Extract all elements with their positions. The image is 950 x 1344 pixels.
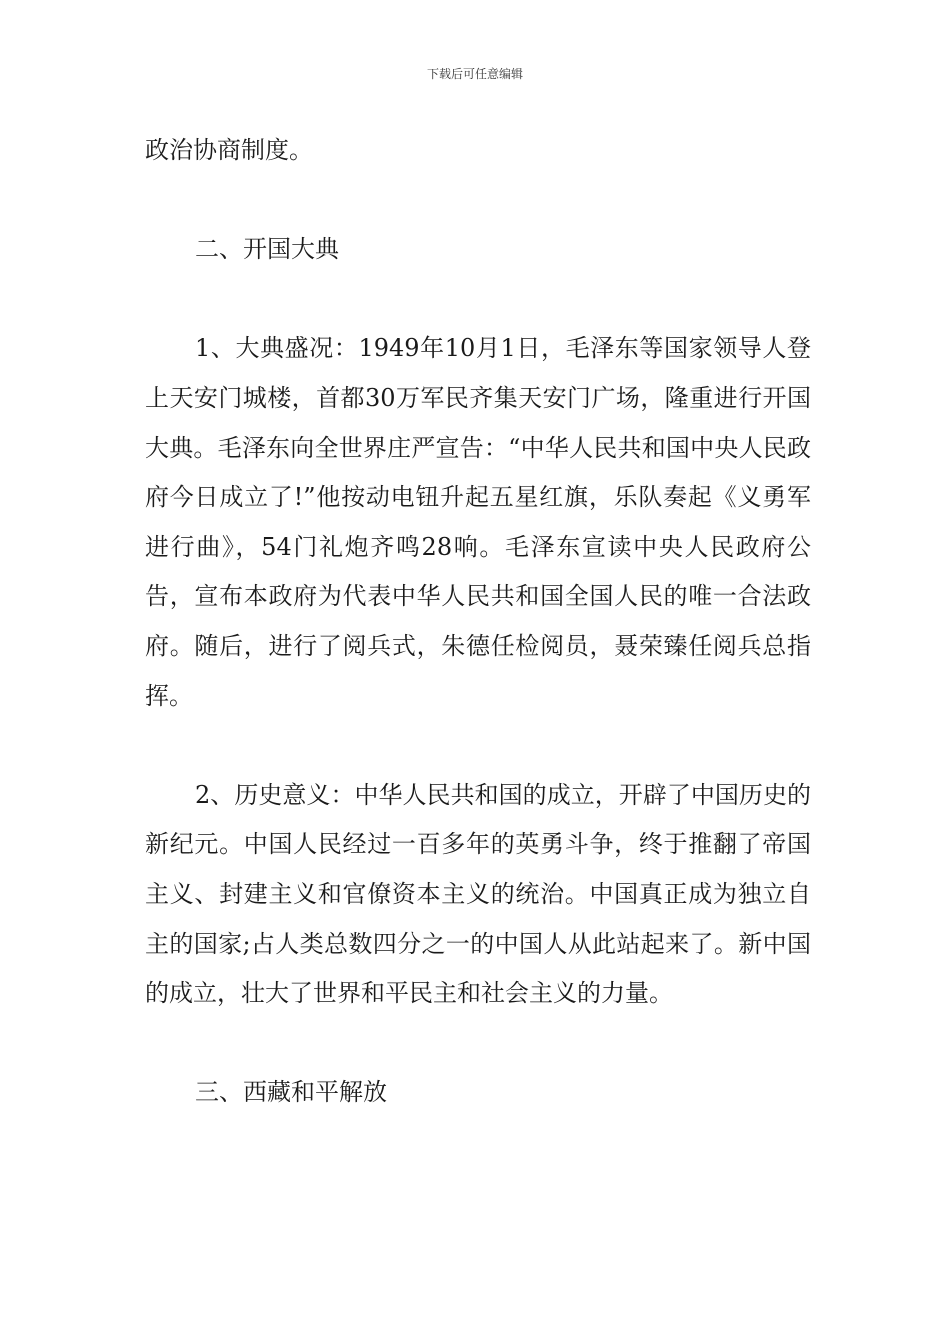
- section-heading-tibet-liberation: 三、西藏和平解放: [195, 1078, 387, 1107]
- page-header: 下载后可任意编辑: [426, 67, 523, 81]
- paragraph-historical-significance: 2、历史意义：中华人民共和国的成立，开辟了中国历史的新纪元。中国人民经过一百多年的英勇斗争，终于推翻了帝国主义、封建主义和官僚资本主义的统治。中国真正成为独立自主的国家;占人类总数四分之一的中国人从此站起来了。新中国的成立，壮大了世界和平民主和社会主义的力量。: [145, 780, 811, 1008]
- document-body: [145, 126, 811, 1118]
- section-heading-founding-ceremony: 二、开国大典: [195, 235, 339, 264]
- paragraph-ceremony-details: 1、大典盛况：1949年10月1日，毛泽东等国家领导人登上天安门城楼，首都30万军民齐集天安门广场，隆重进行开国大典。毛泽东向全世界庄严宣告：“中华人民共和国中央人民政府今日成立了!”他按动电钮升起五星红旗，乐队奏起《义勇军进行曲》，54门礼炮齐鸣28响。毛泽东宣读中央人民政府公告，宣布本政府为代表中华人民共和国全国人民的唯一合法政府。随后，进行了阅兵式，朱德任检阅员，聂荣臻任阅兵总指挥。: [145, 334, 811, 710]
- paragraph-continuation: 政治协商制度。: [145, 136, 313, 164]
